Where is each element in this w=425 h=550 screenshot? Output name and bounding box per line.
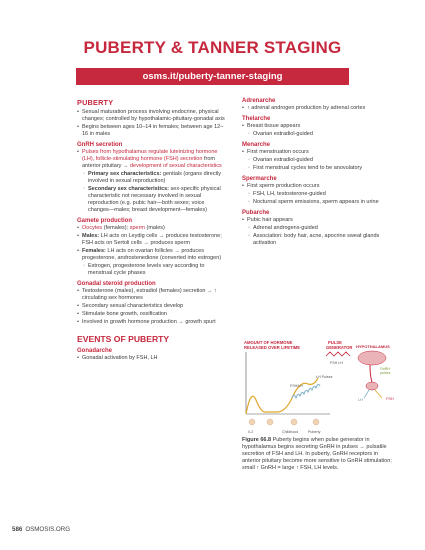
sub-bullet: ◦ Association: body hair, acne, apocrine sweat glands activation xyxy=(248,233,394,247)
sub-bullet: ◦ Adrenal androgens-guided xyxy=(248,225,394,232)
pituitary-shape xyxy=(366,382,378,390)
site-name: OSMOSIS.ORG xyxy=(25,526,71,533)
label-gnrh-pulses: pulses xyxy=(380,371,391,375)
label-fsh-right: FSH xyxy=(386,397,394,401)
chart-label-fsh-lh: FSH/LH xyxy=(290,384,303,388)
bullet: • Involved in growth hormone production → growth spurt xyxy=(77,319,225,326)
page-title: PUBERTY & TANNER STAGING xyxy=(83,38,342,57)
page-footer xyxy=(12,526,70,533)
chart-label-amount: RELEASED OVER LIFETIME xyxy=(244,345,301,350)
bullet: • Breast tissue appears xyxy=(242,123,394,130)
term: Secondary sex characteristics: xyxy=(88,186,170,192)
bullet: • Stimulate bone growth, ossification xyxy=(77,311,225,318)
highlight-text: Oocytes xyxy=(82,225,103,231)
teen-icon xyxy=(313,419,319,425)
chart-label-age: 0-2 xyxy=(248,430,254,434)
sub-bullet: ◦ Estrogen, progesterone levels vary according to menstrual cycle phases xyxy=(83,263,225,277)
bullet xyxy=(77,225,225,232)
chart-label-amount: AMOUNT OF HORMONE xyxy=(244,340,293,345)
highlight-text: development of sexual characteristics xyxy=(130,163,222,169)
bullet: • First menstruation occurs xyxy=(242,149,394,156)
sub-bullet: ◦ First menstrual cycles tend to be anovulatory xyxy=(248,165,394,172)
sub-bullet: ◦ Ovarian estradiol-guided xyxy=(248,157,394,164)
text: (males) xyxy=(144,225,165,231)
pituitary-stalk xyxy=(370,365,372,382)
caption-text: Puberty begins when pulse generator in hypothalamus begins secreting GnRH in pulses → pulsatile secretion of FSH and LH. In puberty, GnRH receptors in anterior pituitary become more sensitive to GnRH stimulation; small ↑ GnRH = large ↑ FSH, LH levels. xyxy=(242,437,392,471)
child-icon xyxy=(291,419,297,425)
right-column xyxy=(242,98,394,248)
menarche-title: Menarche xyxy=(242,142,271,148)
figure-puberty-hormones xyxy=(242,338,394,436)
highlight-text: sperm xyxy=(129,225,145,231)
text: LH acts on Leydig cells → produces testosterone; FSH acts on Sertoli cells → produces sperm xyxy=(82,233,222,246)
pubarche-title: Pubarche xyxy=(242,210,270,216)
fsh-arrow xyxy=(375,390,382,398)
sub-bullet: ◦ Nocturnal sperm emissions, sperm appears in urine xyxy=(248,199,394,206)
label-lh: LH xyxy=(358,398,363,402)
fsh-curve xyxy=(246,378,318,414)
bullet: • Testosterone (males), estradiol (females) secretion → ↑ circulating sex hormones xyxy=(77,288,225,302)
section-puberty-title: PUBERTY xyxy=(77,98,114,107)
text: genitals (organs directly involved in sexual reproduction) xyxy=(88,171,222,184)
lh-arrow xyxy=(364,390,369,398)
text: from anterior pituitary → xyxy=(82,156,215,169)
term: Females: xyxy=(82,248,106,254)
bullet: • Sexual maturation process involving endocrine, physical changes; controlled by hypothalamic-pituitary-gonadal axis xyxy=(77,109,225,123)
bullet xyxy=(77,233,225,247)
sub-bullet xyxy=(83,186,225,214)
chart-label-puberty: Puberty xyxy=(308,430,321,434)
bullet: • Begins between ages 10–14 in females; between age 12–16 in males xyxy=(77,124,225,138)
page-number: 586 xyxy=(12,526,23,533)
term: Males: xyxy=(82,233,100,239)
sub-bullet xyxy=(83,171,225,185)
bullet: • Gonadal activation by FSH, LH xyxy=(77,355,225,362)
bullet: • Pubic hair appears xyxy=(242,217,394,224)
pulse-wave xyxy=(326,352,350,356)
figure-label: Figure 66.8 xyxy=(242,437,272,443)
label-fsh-lh-pulse: FSH LH xyxy=(330,361,343,365)
bullet xyxy=(77,248,225,262)
events-of-puberty-title: EVENTS OF PUBERTY xyxy=(77,334,170,344)
left-column xyxy=(77,98,225,363)
chart-label-childhood: Childhood xyxy=(282,430,299,434)
figure-illustration xyxy=(242,338,394,436)
spermarche-title: Spermarche xyxy=(242,176,277,182)
gonadal-steroid-title: Gonadal steroid production xyxy=(77,281,156,287)
gamete-production-title: Gamete production xyxy=(77,218,133,224)
highlight-text: Pulses from hypothalamus regulate luteinizing hormone (LH), follicle-stimulating hormone (FSH) secretion xyxy=(82,149,218,162)
gonadarche-title: Gonadarche xyxy=(77,348,113,354)
text: (females); xyxy=(102,225,130,231)
toddler-icon xyxy=(267,419,273,425)
text: LH acts on ovarian follicles → produces progesterone, androstenedione (converted into estrogen) xyxy=(82,248,222,261)
adrenarche-title: Adrenarche xyxy=(242,98,276,104)
bullet: • ↑ adrenal androgen production by adrenal cortex xyxy=(242,105,394,112)
sub-bullet: ◦ Ovarian estradiol-guided xyxy=(248,131,394,138)
hypothalamus-shape xyxy=(358,351,386,365)
bullet: • First sperm production occurs xyxy=(242,183,394,190)
infant-icon xyxy=(249,419,255,425)
gnrh-secretion-title: GnRH secretion xyxy=(77,142,123,148)
bullet xyxy=(77,149,225,170)
label-hypothalamus: HYPOTHALAMUS xyxy=(356,344,390,349)
text: sex-specific physical characteristic not necessary involved in sexual reproduction (e.g. pubic hair—both sexes; voice changes—males; breast development—females) xyxy=(88,186,221,213)
label-pulse: PULSE xyxy=(328,340,342,345)
label-gnrh: GnRH xyxy=(380,367,390,371)
thelarche-title: Thelarche xyxy=(242,116,271,122)
topic-link-banner[interactable]: osms.it/puberty-tanner-staging xyxy=(76,68,349,85)
chart-label-lh-pulses: LH Pulses xyxy=(316,375,333,379)
bullet: • Secondary sexual characteristics develop xyxy=(77,303,225,310)
sub-bullet: ◦ FSH, LH, testosterone-guided xyxy=(248,191,394,198)
term: Primary sex characteristics: xyxy=(88,171,162,177)
figure-caption xyxy=(242,437,392,472)
label-generator: GENERATOR xyxy=(326,345,353,350)
